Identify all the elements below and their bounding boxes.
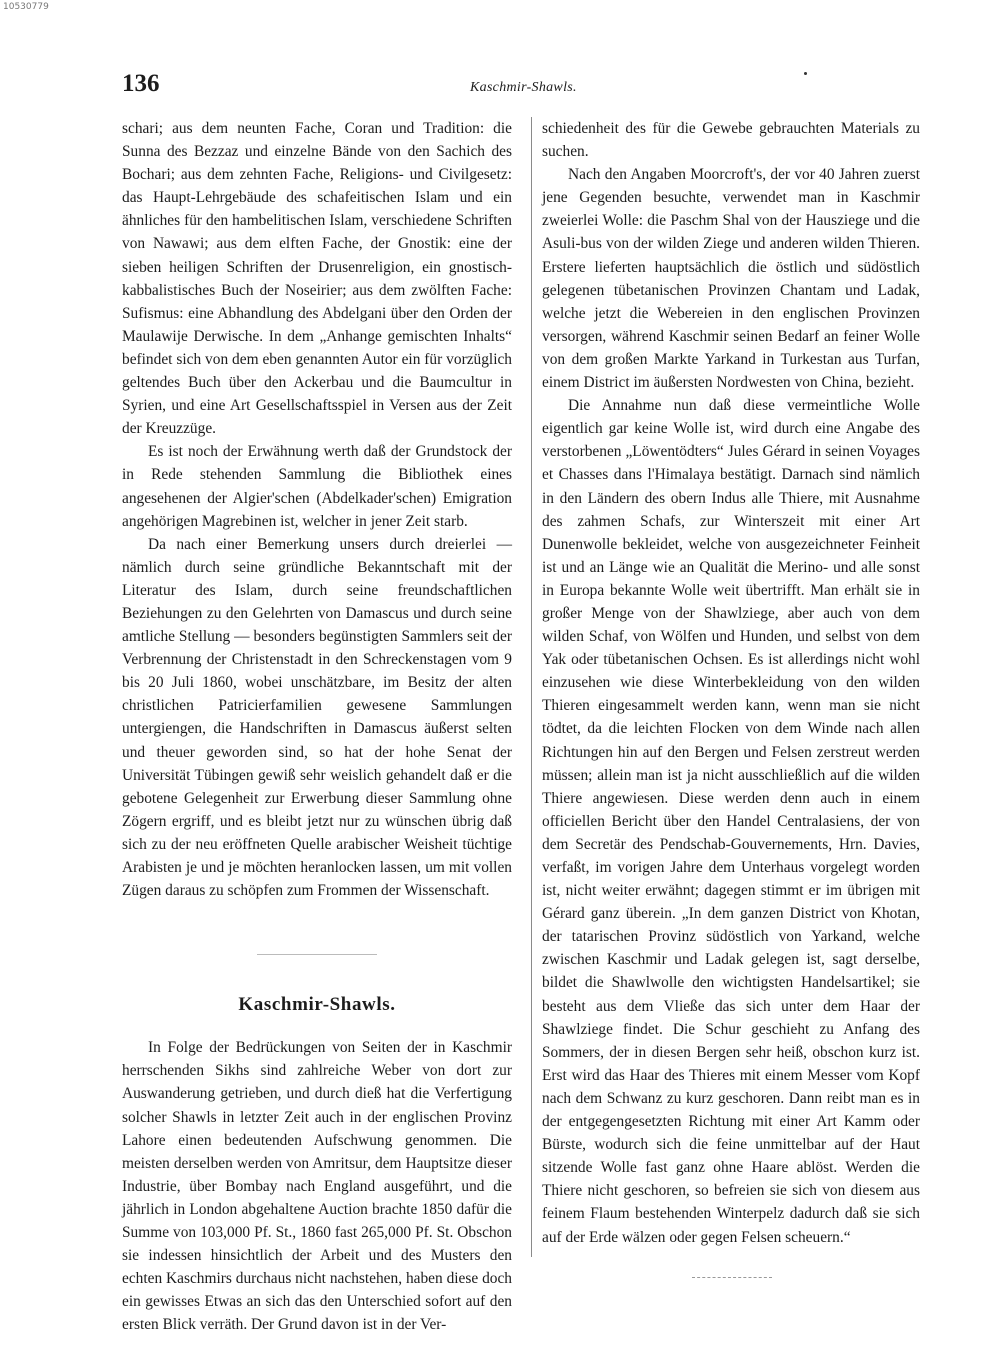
paragraph: schari; aus dem neunten Fache, Coran und Tradition: die Sunna des Bezzaz und einzelne Bände von den Sachich des Bochari; aus dem zehnten Fache, Religions- und Civilgesetz: das Haupt-Lehrgebäude des schafeitischen Islam und ein ähnliches für den hambelitischen Islam, verschiedene Schriften von Nawawi; aus dem elften Fache, der Gnostik: eine der sieben heiligen Schriften der Drusenreligion, ein gnostisch-kabbalistisches Buch der Noseirier; aus dem zwölften Fache: Sufismus: eine Abhandlung des Abdelgani über den Orden der Maulawije Derwische. In dem „Anhange gemischten Inhalts“ befindet sich von dem eben genannten Autor ein für vorzüglich geltendes Buch über den Ackerbau und die Baumcultur in Syrien, und eine Art Gesellschaftsspiel in Versen aus der Zeit der Kreuzzüge. — [122, 120, 512, 438]
right-column — [542, 117, 920, 1278]
scan-id: 10530779 — [3, 2, 49, 12]
paragraph: In Folge der Bedrückungen von Seiten der in Kaschmir herrschenden Sikhs sind zahlreiche Weber von dort zur Auswanderung getrieben, und durch dieß hat die Verfertigung solcher Shawls in letzter Zeit auch in der englischen Provinz Lahore einen bedeutenden Aufschwung genommen. Die meisten derselben werden von Amritsur, dem Hauptsitze dieser Industrie, über Bombay nach England ausgeführt, und die jährlich in London abgehaltene Auction brachte 1850 dafür die Summe von 103,000 Pf. St., 1860 fast 265,000 Pf. St. Obschon sie indessen hinsichtlich der Arbeit und des Musters den echten Kaschmirs durchaus nicht nachstehen, haben diese doch ein gewisses Etwas an sich das den Unterschied sofort auf den ersten Blick verräth. Der Grund davon ist in der Ver- — [122, 1039, 512, 1334]
end-divider — [692, 1277, 772, 1278]
paragraph: Da nach einer Bemerkung unsers durch dreierlei — nämlich durch seine gründliche Bekanntschaft mit der Literatur des Islam, durch seine freundschaftlichen Beziehungen zu den Gelehrten von Damascus und durch seine amtliche Stellung — besonders begünstigten Sammlers seit der Verbrennung der Christenstadt in den Schreckenstagen vom 9 bis 20 Juli 1860, wobei unschätzbare, im Besitz der alten christlichen Patricierfamilien gewesene Sammlungen untergiengen, die Handschriften in Damascus äußerst selten und theuer geworden sind, so hat der hohe Senat der Universität Tübingen gewiß sehr weislich gehandelt daß er die gebotene Gelegenheit zur Erwerbung dieser Sammlung ohne Zögern ergriff, und es bleibt jetzt nur zu wünschen übrig daß sich zu der neu eröffneten Quelle arabischer Weisheit tüchtige Arabisten je und je möchten heranlocken lassen, um mit vollen Zügen daraus zu schöpfen zum Frommen der Wissenschaft. — [122, 535, 512, 900]
running-head: Kaschmir-Shawls. — [470, 80, 577, 95]
column-rule — [531, 117, 532, 1257]
section-title: Kaschmir-Shawls. — [238, 994, 396, 1016]
section-divider — [257, 954, 377, 955]
print-speck — [804, 72, 807, 75]
paragraph: Die Annahme nun daß diese vermeintliche Wolle eigentlich gar keine Wolle ist, wird durch eine Angabe des verstorbenen „Löwentödters“ Jules Gérard in seinen Voyages et Chasses dans l'Himalaya bestätigt. Darnach sind nämlich in den Ländern des obern Indus alle Thiere, mit Ausnahme des zahmen Schafs, zur Winterszeit mit einer Art Dunenwolle bekleidet, welche von ausgezeichneter Feinheit ist und an Länge wie an Qualität die Merino- und alle sonst in Europa bekannte Wolle weit übertrifft. Man erhält sie in großer Menge von der Shawlziege, aber auch von dem wilden Schaf, von Wölfen und Hunden, und selbst von dem Yak oder tübetanischen Ochsen. Es ist allerdings nicht wohl einzusehen wie diese Winterbekleidung von den wilden Thieren eingesammelt werden kann, wenn man sie nicht tödtet, da die leichten Flocken von dem Winde nach allen Richtungen hin auf den Bergen und Felsen zerstreut werden müssen; allein man ist ja nicht ausschließlich auf die wilden Thiere angewiesen. Diese werden denn auch in einem officiellen Bericht über den Handel Centralasiens, der von dem Secretär des Pendschab-Gouvernements, Hrn. Davies, verfaßt, im vorigen Jahre dem Unterhaus vorgelegt worden ist, nicht weiter erwähnt; dagegen stimmt er im übrigen mit Gérard ganz überein. „In dem ganzen District von Khotan, der tatarischen Provinz südöstlich von Yarkand, welche zwischen Kaschmir und Ladak gelegen ist, sagt derselbe, bildet die Shawlwolle den wichtigsten Handelsartikel; sie besteht aus dem Vließe das sich unter dem Haar der Shawlziege findet. Die Schur geschieht zu Anfang des Sommers, der in diesen Bergen sehr heiß, obschon kurz ist. Erst wird das Haar des Thieres mit einem Messer vom Kopf nach dem Schwanz zu kurz geschoren. Dann reibt man es in der entgegengesetzten Richtung mit einer Art Kamm oder Bürste, wodurch sich die feine unmittelbar auf der Haut sitzende Wolle fast ganz ohne Haare ablöst. Werden die Thiere nicht geschoren, so befreien sie sich von diesem aus feinem Flaum bestehenden Winterpelz dadurch daß sie sich auf der Erde wälzen oder gegen Felsen scheuern.“ — [542, 397, 920, 1246]
page-number: 136 — [122, 70, 160, 97]
paragraph: Nach den Angaben Moorcroft's, der vor 40 Jahren zuerst jene Gegenden besuchte, verwendet man in Kaschmir zweierlei Wolle: die Paschm Shal von der Hausziege und die Asuli-bus von der wilden Ziege und anderen wilden Thieren. Erstere lieferten hauptsächlich die östlich und südöstlich gelegenen tübetanischen Provinzen Chantam und Ladak, welche jetzt die Webereien in den englischen Provinzen versorgen, während Kaschmir seinen Bedarf an feiner Wolle von dem großen Markte Yarkand in Turkestan aus Turfan, einem District im äußersten Nordwesten von China, bezieht. — [542, 166, 920, 392]
left-column — [122, 117, 512, 1337]
paragraph: schiedenheit des für die Gewebe gebrauchten Materials zu suchen. — [542, 120, 920, 161]
paragraph: Es ist noch der Erwähnung werth daß der Grundstock der in Rede stehenden Sammlung die Bibliothek eines angesehenen der Algier'schen (Abdelkader'schen) Emigration angehörigen Magrebinen ist, welcher in jener Zeit starb. — [122, 443, 512, 530]
